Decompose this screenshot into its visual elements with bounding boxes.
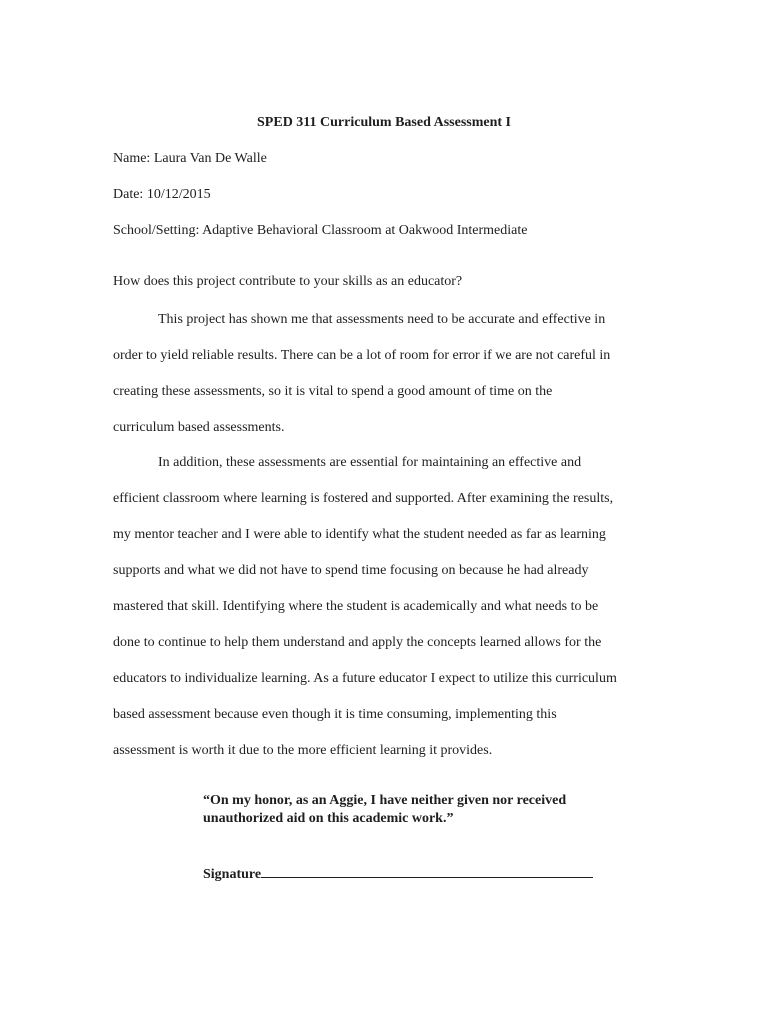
paragraph-line: educators to individualize learning. As a future educator I expect to utilize this curriculum (113, 671, 617, 686)
paragraph-line: based assessment because even though it is time consuming, implementing this (113, 707, 557, 722)
paragraph-line: mastered that skill. Identifying where the student is academically and what needs to be (113, 599, 599, 614)
honor-statement-line: unauthorized aid on this academic work.” (203, 811, 454, 826)
document-title: SPED 311 Curriculum Based Assessment I (257, 115, 511, 130)
reflection-question: How does this project contribute to your skills as an educator? (113, 274, 463, 289)
paragraph-1 (113, 311, 658, 455)
paragraph-2 (113, 454, 658, 778)
honor-statement (203, 792, 566, 828)
signature-block (203, 863, 593, 884)
signature-label: Signature (203, 867, 262, 882)
school-setting-field: School/Setting: Adaptive Behavioral Classroom at Oakwood Intermediate (113, 223, 528, 238)
paragraph-line: done to continue to help them understand and apply the concepts learned allows for the (113, 635, 602, 650)
paragraph-line: efficient classroom where learning is fostered and supported. After examining the results, (113, 491, 614, 506)
name-field: Name: Laura Van De Walle (113, 151, 267, 166)
paragraph-line: In addition, these assessments are essential for maintaining an effective and (158, 455, 582, 470)
paragraph-line: order to yield reliable results. There can be a lot of room for error if we are not careful in (113, 348, 611, 363)
paragraph-line: This project has shown me that assessments need to be accurate and effective in (158, 312, 606, 327)
date-field: Date: 10/12/2015 (113, 187, 211, 202)
paragraph-line: creating these assessments, so it is vital to spend a good amount of time on the (113, 384, 553, 399)
signature-line (261, 863, 593, 878)
paragraph-line: my mentor teacher and I were able to identify what the student needed as far as learning (113, 527, 606, 542)
paragraph-line: curriculum based assessments. (113, 420, 285, 435)
paragraph-line: supports and what we did not have to spend time focusing on because he had already (113, 563, 589, 578)
honor-statement-line: “On my honor, as an Aggie, I have neither given nor received (203, 793, 567, 808)
paragraph-line: assessment is worth it due to the more efficient learning it provides. (113, 743, 493, 758)
